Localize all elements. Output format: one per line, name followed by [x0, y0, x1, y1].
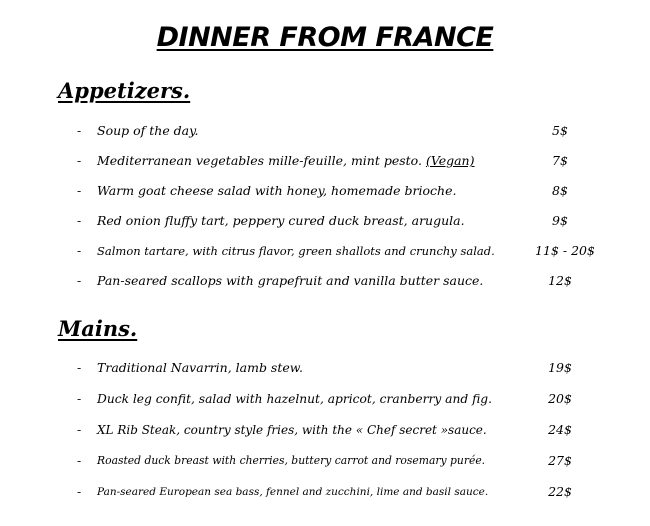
item-price: 22$: [548, 484, 572, 499]
item-dash: -: [77, 360, 82, 375]
item-description: Salmon tartare, with citrus flavor, green shallots and crunchy salad.: [97, 244, 495, 258]
item-dash: -: [77, 183, 82, 198]
menu-item: [0, 151, 650, 171]
item-description: Pan-seared European sea bass, fennel and zucchini, lime and basil sauce.: [97, 486, 489, 498]
item-dash: -: [77, 273, 82, 288]
item-dash: -: [77, 484, 82, 499]
item-dash: -: [77, 153, 82, 168]
menu-title: DINNER FROM FRANCE: [156, 22, 494, 53]
item-dash: -: [77, 123, 82, 138]
item-price: 20$: [548, 391, 572, 406]
item-dash: -: [77, 243, 82, 258]
item-price: 27$: [548, 453, 572, 468]
menu-item: [0, 482, 650, 502]
menu-item: [0, 241, 650, 261]
item-price: 19$: [548, 360, 572, 375]
section-heading-mains: Mains.: [58, 316, 138, 341]
item-description: Mediterranean vegetables mille-feuille, mint pesto.: [97, 153, 422, 168]
vegan-tag: (Vegan): [425, 153, 475, 168]
menu-item: [0, 420, 650, 440]
section-heading-appetizers: Appetizers.: [58, 78, 191, 103]
menu-item: [0, 211, 650, 231]
menu-item: [0, 358, 650, 378]
item-description: XL Rib Steak, country style fries, with the « Chef secret »sauce.: [97, 423, 487, 437]
item-price: 9$: [552, 213, 568, 228]
menu-item: [0, 271, 650, 291]
item-description: Roasted duck breast with cherries, buttery carrot and rosemary purée.: [97, 454, 486, 467]
item-description: Duck leg confit, salad with hazelnut, apricot, cranberry and fig.: [97, 392, 492, 406]
item-description: Red onion fluffy tart, peppery cured duck breast, arugula.: [97, 213, 465, 228]
item-price: 24$: [548, 422, 572, 437]
item-dash: -: [77, 422, 82, 437]
item-dash: -: [77, 213, 82, 228]
item-price: 7$: [552, 153, 568, 168]
item-dash: -: [77, 391, 82, 406]
item-price: 5$: [552, 123, 568, 138]
menu-item: [0, 451, 650, 471]
item-description: Soup of the day.: [97, 123, 199, 138]
menu-item: [0, 389, 650, 409]
item-dash: -: [77, 453, 82, 468]
item-description: Warm goat cheese salad with honey, homemade brioche.: [97, 183, 457, 198]
item-price: 8$: [552, 183, 568, 198]
item-description: Pan-seared scallops with grapefruit and vanilla butter sauce.: [97, 273, 484, 288]
item-description-wrapper: [97, 151, 475, 171]
item-price: 11$ - 20$: [535, 243, 595, 258]
item-description: Traditional Navarrin, lamb stew.: [97, 360, 303, 375]
menu-item: [0, 181, 650, 201]
item-price: 12$: [548, 273, 572, 288]
menu-item: [0, 121, 650, 141]
